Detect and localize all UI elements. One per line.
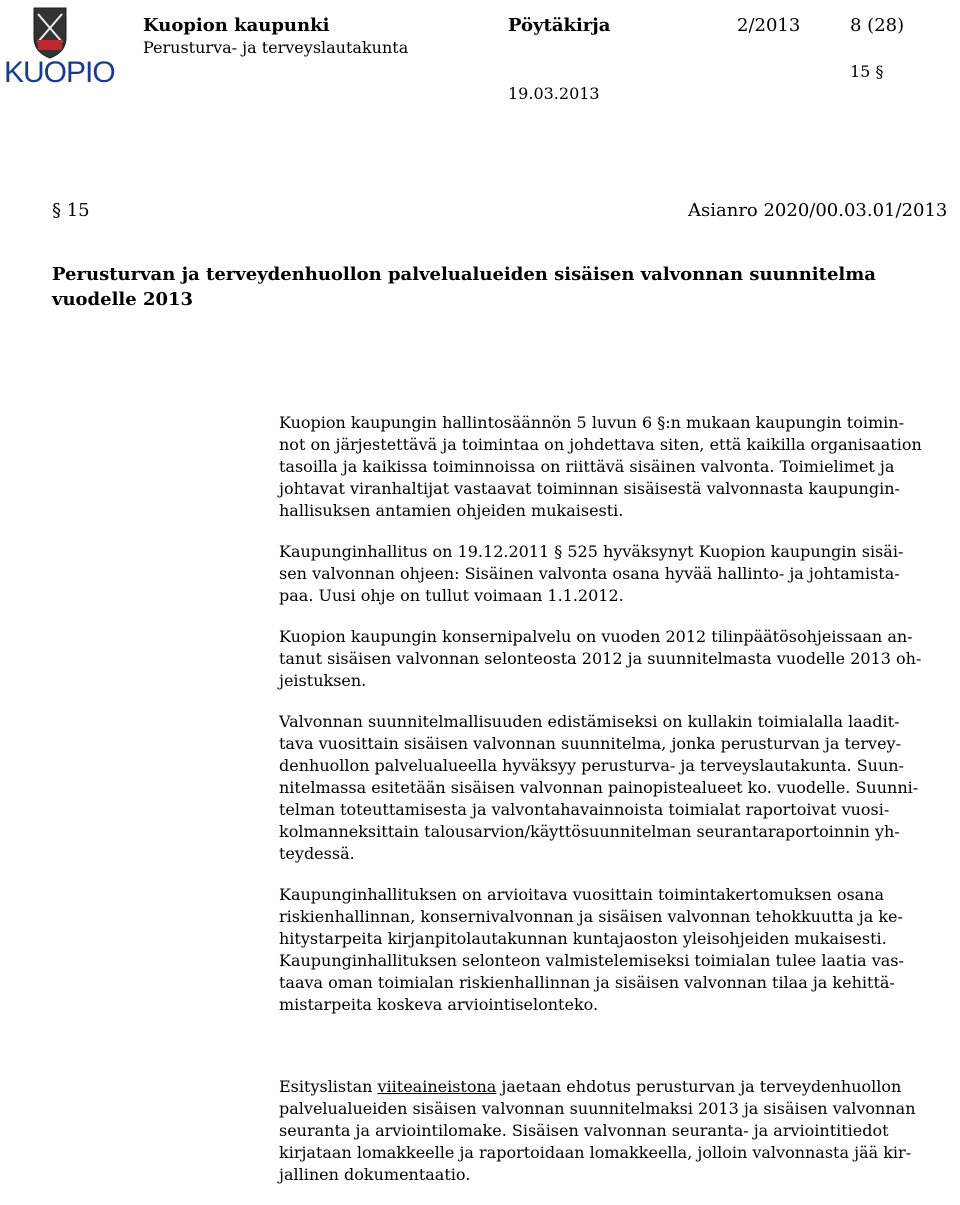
paragraph-4: Valvonnan suunnitelmallisuuden edistämiseksi on kullakin toimialalla laadit- tava vuosittain sisäisen valvonnan suunnitelma, jonka perusturvan ja tervey- denhuollon palvelualueella hyväksyy perusturva- ja terveyslautakunta. Suun- nitelmassa esitetään sisäisen valvonnan painopistealueet ko. vuodelle. Suunni- telman toteuttamisesta ja valvontahavainnoista toimialat raportoivat vuosi- kolmanneksittain talousarvion/käyttösuunnitelman seurantaraportoinnin yh- teydessä. <box>279 712 919 863</box>
section-ref: 15 § <box>850 62 884 81</box>
reference-material-link[interactable]: viiteaineistona <box>377 1077 497 1096</box>
section-number: § 15 <box>52 200 90 221</box>
page-number: 8 (28) <box>850 15 905 36</box>
paragraph-6-rest: jaetaan ehdotus perusturvan ja terveydenhuollon palvelualueiden sisäisen valvonnan suunnitelmaksi 2013 ja sisäisen valvonnan seuranta ja arviointilomake. Sisäisen valvonnan seuranta- ja arviointitiedot kirjataan lomakkeelle ja raportoidaan lomakkeella, jolloin valvonnasta jää kir- jallinen dokumentaatio. <box>279 1077 916 1184</box>
body-text <box>279 412 949 1035</box>
paragraph-2: Kaupunginhallitus on 19.12.2011 § 525 hyväksynyt Kuopion kaupungin sisäi- sen valvonnan ohjeen: Sisäinen valvonta osana hyvää hallinto- ja johtamista- paa. Uusi ohje on tullut voimaan 1.1.2012. <box>279 542 904 605</box>
paragraph-6 <box>279 1076 949 1186</box>
document-type: Pöytäkirja <box>508 15 611 36</box>
document-number: 2/2013 <box>737 15 801 36</box>
department-name: Perusturva- ja terveyslautakunta <box>143 38 409 57</box>
paragraph-6-lead: Esityslistan <box>279 1077 378 1096</box>
meeting-date: 19.03.2013 <box>508 84 600 103</box>
paragraph-5: Kaupunginhallituksen on arvioitava vuosittain toimintakertomuksen osana riskienhallinnan, konsernivalvonnan ja sisäisen valvonnan tehokkuutta ja ke- hitystarpeita kirjanpitolautakunnan kuntajaoston yleisohjeiden mukaisesti. Kaupunginhallituksen selonteon valmistelemiseksi toimialan tulee laatia vas- taava oman toimialan riskienhallinnan ja sisäisen valvonnan tilaa ja kehittä- mistarpeita koskeva arviointiselonteko. <box>279 885 904 1014</box>
paragraph-3: Kuopion kaupungin konsernipalvelu on vuoden 2012 tilinpäätösohjeissaan an- tanut sisäisen valvonnan selonteosta 2012 ja suunnitelmasta vuodelle 2013 oh- jeistuksen. <box>279 627 922 690</box>
org-name: Kuopion kaupunki <box>143 15 330 36</box>
case-number: Asianro 2020/00.03.01/2013 <box>688 200 948 221</box>
paragraph-1: Kuopion kaupungin hallintosäännön 5 luvun 6 §:n mukaan kaupungin toimin- not on järjestettävä ja toimintaa on johdettava siten, että kaikilla organisaation tasoilla ja kaikissa toiminnoissa on riittävä sisäinen valvonta. Toimielimet ja johtavat viranhaltijat vastaavat toiminnan sisäisestä valvonnasta kaupungin- hallisuksen antamien ohjeiden mukaisesti. <box>279 413 922 520</box>
logo-wordmark: KUOPIO <box>4 56 115 89</box>
section-title: Perusturvan ja terveydenhuollon palvelualueiden sisäisen valvonnan suunnitelma vuodelle 2013 <box>52 264 876 310</box>
